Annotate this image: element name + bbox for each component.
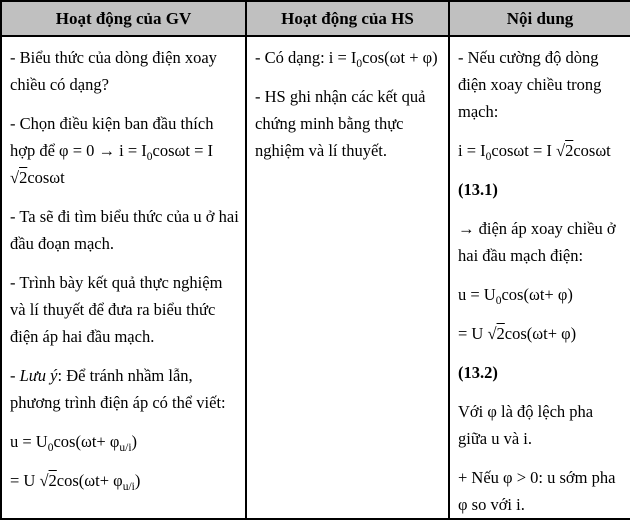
gv-paragraph-present-results: - Trình bày kết quả thực nghiệm và lí thuyết để đưa ra biểu thức điện áp hai đầu mạch. [10, 273, 223, 346]
gv-activities-cell [1, 36, 246, 519]
subscript: 0 [356, 58, 363, 70]
header-content: Nội dung [449, 1, 630, 36]
text-run: cos(ωt+ φ) [501, 285, 573, 304]
note-italic-label: Lưu ý [19, 366, 58, 385]
sqrt-radicand: 2 [496, 324, 505, 343]
subscript: 0 [485, 151, 492, 163]
gv-paragraph-find-u: - Ta sẽ đi tìm biểu thức của u ở hai đầu đoạn mạch. [10, 207, 239, 253]
header-gv-activities: Hoạt động của GV [1, 1, 246, 36]
text-run: cos(ωt+ φ) [504, 324, 577, 343]
nd-paragraph-phase-positive: + Nếu φ > 0: u sớm pha φ so với i. [458, 468, 616, 514]
text-run: cos(ωt + φ) [362, 48, 438, 67]
gv-paragraph-expression-question: - Biểu thức của dòng điện xoay chiều có dạng? [10, 48, 217, 94]
text-run: cosωt [27, 168, 65, 187]
table-body-row [1, 36, 630, 519]
gv-formula-u [10, 428, 240, 455]
hs-paragraph-form [255, 44, 443, 71]
text-run: u = U [458, 285, 496, 304]
gv-paragraph-initial-condition [10, 110, 240, 191]
subscript: 0 [146, 151, 153, 163]
text-run: u = U [10, 432, 48, 451]
sqrt-sign: √ [487, 324, 497, 343]
sqrt-radicand: 2 [19, 168, 28, 187]
nd-paragraph-current-intro: - Nếu cường độ dòng điện xoay chiều trong mạch: [458, 48, 602, 121]
text-run: - [10, 366, 20, 385]
sqrt-sign: √ [556, 141, 566, 160]
text-run: cosωt [573, 141, 611, 160]
sqrt-radicand: 2 [565, 141, 574, 160]
text-run: : Để tránh nhầm lẫn, phương trình điện áp có thể viết: [10, 366, 226, 412]
text-run: cosωt = I [152, 141, 214, 160]
sqrt-sign: √ [10, 168, 20, 187]
text-run: i = I [458, 141, 486, 160]
text-run: cos(ωt+ φ [56, 471, 123, 490]
nd-paragraph-phase-definition: Với φ là độ lệch pha giữa u và i. [458, 402, 594, 448]
sqrt-radicand: 2 [48, 471, 57, 490]
text-run: - Có dạng: i = I [255, 48, 357, 67]
hs-activities-cell [246, 36, 449, 519]
subscript: 0 [495, 295, 502, 307]
nd-paragraph-voltage-intro: → điện áp xoay chiều ở hai đầu mạch điện: [458, 219, 616, 265]
subscript: u/i [122, 481, 135, 493]
nd-equation-label-13-2: (13.2) [458, 363, 498, 382]
nd-formula-u-sqrt [458, 320, 625, 347]
subscript: 0 [47, 442, 54, 454]
gv-formula-u-sqrt [10, 467, 240, 494]
table-header-row [1, 1, 630, 36]
gv-paragraph-note [10, 362, 240, 416]
text-run: cos(ωt+ φ [53, 432, 120, 451]
nd-formula-u [458, 281, 625, 308]
text-run: ) [134, 471, 141, 490]
nd-formula-i [458, 137, 625, 164]
text-run: cosωt = I [491, 141, 557, 160]
hs-paragraph-acknowledge: - HS ghi nhận các kết quả chứng minh bằng thực nghiệm và lí thuyết. [255, 87, 426, 160]
text-run: - Chọn điều kiện ban đầu thích hợp để φ = 0 → i = I [10, 114, 214, 160]
header-hs-activities: Hoạt động của HS [246, 1, 449, 36]
content-cell [449, 36, 630, 519]
text-run: = U [10, 471, 40, 490]
nd-equation-label-13-1: (13.1) [458, 180, 498, 199]
subscript: u/i [119, 442, 132, 454]
text-run: = U [458, 324, 488, 343]
text-run: ) [131, 432, 138, 451]
sqrt-sign: √ [39, 471, 49, 490]
